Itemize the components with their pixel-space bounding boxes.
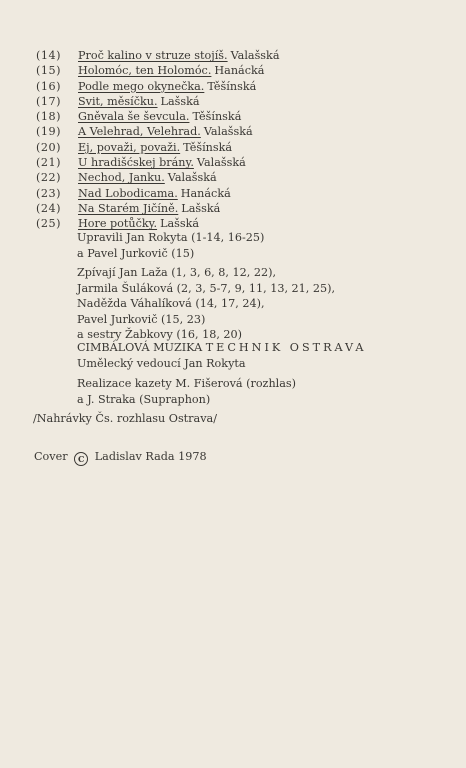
singers-line-1: Zpívají Jan Laža (1, 3, 6, 8, 12, 22), xyxy=(77,266,277,279)
track-title: Ej, považi, považi. xyxy=(78,140,181,154)
track-region: Těšínská xyxy=(207,79,257,93)
ensemble-name xyxy=(77,340,366,356)
track-region: Valašská xyxy=(167,171,217,185)
cover-prefix: Cover xyxy=(34,450,68,463)
track-number: (15) xyxy=(36,64,61,78)
singers-line-2: Jarmila Šuláková (2, 3, 5-7, 9, 11, 13, 21, 25), xyxy=(77,281,336,295)
track-region: Lašská xyxy=(160,94,200,108)
track-region: Hanácká xyxy=(180,186,231,200)
track-region: Hanácká xyxy=(214,64,265,78)
recordings-note: /Nahrávky Čs. rozhlasu Ostrava/ xyxy=(33,412,217,425)
arrangers-block xyxy=(77,230,264,261)
production-line-2: a J. Straka (Supraphon) xyxy=(77,392,211,406)
ensemble-block xyxy=(77,340,366,371)
singers-block xyxy=(77,265,335,343)
singers-line-5: a sestry Žabkovy (16, 18, 20) xyxy=(77,328,243,342)
singers-line-3: Naděžda Váhalíková (14, 17, 24), xyxy=(77,297,265,311)
track-number: (24) xyxy=(36,201,61,215)
ensemble-leader: Umělecký vedoucí Jan Rokyta xyxy=(77,356,246,370)
track-title: Nad Lobodicama. xyxy=(78,186,178,200)
track-title: Podle mego okynečka. xyxy=(78,79,205,93)
track-region: Těšínská xyxy=(183,140,233,154)
track-number: (20) xyxy=(36,140,61,154)
track-row xyxy=(36,109,280,124)
track-title: Holomóc, ten Holomóc. xyxy=(78,64,212,78)
track-row xyxy=(36,79,280,94)
track-region: Lašská xyxy=(160,217,200,231)
track-row xyxy=(36,155,280,170)
ensemble-name-part-1: CIMBÁLOVÁ MUZIKA xyxy=(77,341,203,354)
track-row xyxy=(36,186,280,201)
track-row xyxy=(36,140,280,155)
track-number: (16) xyxy=(36,79,61,93)
arrangers-line-1: Upravili Jan Rokyta (1-14, 16-25) xyxy=(77,231,265,244)
track-title: Svit, měsíčku. xyxy=(78,94,158,108)
track-row xyxy=(36,124,280,139)
track-title: Na Starém Jičíně. xyxy=(78,201,179,215)
track-region: Valašská xyxy=(230,49,280,62)
ensemble-name-part-2: TECHNIK OSTRAVA xyxy=(205,341,367,354)
track-list xyxy=(36,48,280,232)
track-row xyxy=(36,63,280,78)
cover-credit xyxy=(34,449,207,466)
copyright-icon: C xyxy=(74,452,88,466)
track-number: (17) xyxy=(36,94,61,108)
track-title: Gněvala še ševcula. xyxy=(78,110,190,124)
track-title: Nechod, Janku. xyxy=(78,171,165,185)
track-title: A Velehrad, Velehrad. xyxy=(78,125,201,139)
track-number: (19) xyxy=(36,125,61,139)
track-row xyxy=(36,48,280,63)
track-title: Proč kalino v struze stojíš. xyxy=(78,49,228,62)
track-region: Valašská xyxy=(203,125,253,139)
arrangers-line-2: a Pavel Jurkovič (15) xyxy=(77,246,195,260)
track-number: (21) xyxy=(36,156,61,170)
cover-text: Ladislav Rada 1978 xyxy=(94,450,207,463)
track-title: U hradišćskej brány. xyxy=(78,156,194,170)
track-number: (22) xyxy=(36,171,61,185)
track-row xyxy=(36,170,280,185)
track-region: Valašská xyxy=(196,156,246,170)
track-number: (23) xyxy=(36,186,61,200)
track-number: (14) xyxy=(36,49,61,62)
track-title: Hore potůčky. xyxy=(78,217,158,231)
track-row xyxy=(36,94,280,109)
track-region: Těšínská xyxy=(192,110,242,124)
production-line-1: Realizace kazety M. Fišerová (rozhlas) xyxy=(77,377,297,390)
track-number: (18) xyxy=(36,110,61,124)
production-block xyxy=(77,376,296,407)
track-row xyxy=(36,201,280,216)
track-region: Lašská xyxy=(181,201,221,215)
track-number: (25) xyxy=(36,217,61,231)
singers-line-4: Pavel Jurkovič (15, 23) xyxy=(77,312,206,326)
